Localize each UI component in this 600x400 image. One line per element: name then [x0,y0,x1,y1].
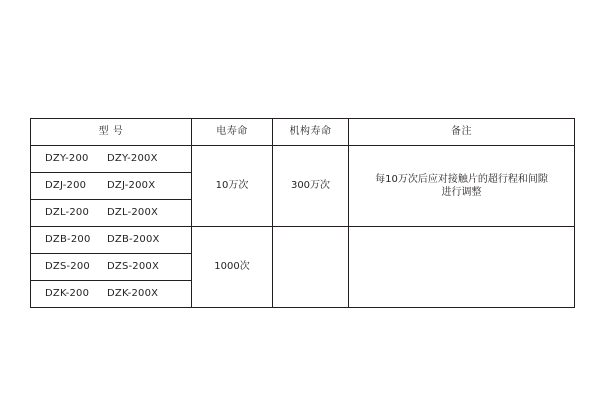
cell-electrical-life-group-1: 10万次 [192,146,273,227]
cell-model [31,254,192,281]
model-code-primary: DZB-200 [45,234,91,246]
model-code-primary: DZY-200 [45,153,89,165]
model-code-secondary: DZB-200X [107,234,160,246]
column-header-model: 型 号 [31,119,192,146]
model-code-secondary: DZY-200X [107,153,158,165]
cell-model [31,281,192,308]
cell-electrical-life-group-2: 1000次 [192,227,273,308]
table-row [31,227,575,254]
table-body [31,146,575,308]
specification-table [30,118,575,308]
cell-model [31,200,192,227]
cell-model [31,173,192,200]
column-header-electrical-life: 电寿命 [192,119,273,146]
table-header [31,119,575,146]
table-row [31,146,575,173]
model-code-secondary: DZS-200X [107,261,160,273]
cell-remarks-empty [349,227,575,308]
model-code-primary: DZL-200 [45,207,90,219]
model-code-secondary: DZK-200X [107,288,159,300]
remarks-line-2: 进行调整 [441,187,482,198]
model-code-secondary: DZL-200X [107,207,159,219]
cell-mechanical-life-group-2 [273,227,349,308]
model-code-primary: DZJ-200 [45,180,87,192]
remarks-line-1: 每10万次后应对接触片的超行程和间隙 [375,173,548,185]
cell-mechanical-life-group-1: 300万次 [273,146,349,227]
cell-model [31,227,192,254]
model-code-secondary: DZJ-200X [107,180,156,192]
cell-remarks [349,146,575,227]
model-code-primary: DZS-200 [45,261,90,273]
cell-model [31,146,192,173]
model-code-primary: DZK-200 [45,288,90,300]
column-header-remarks: 备注 [349,119,575,146]
table-header-row [31,119,575,146]
column-header-mechanical-life: 机构寿命 [273,119,349,146]
